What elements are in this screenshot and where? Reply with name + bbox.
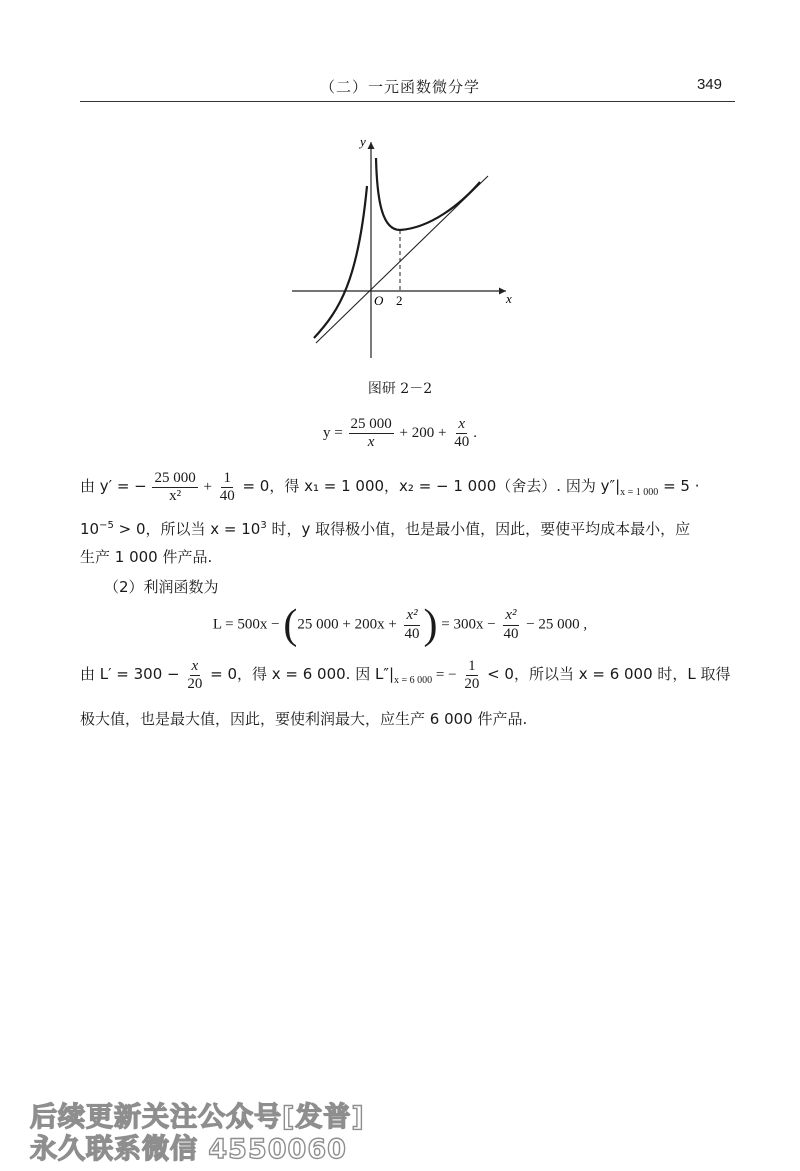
right-paren: ) [423, 602, 438, 648]
text-run: + [203, 479, 212, 496]
subscript: x = 6 000 [394, 675, 433, 687]
text-run: = 0，得 x = 6 000. 因 L″| [210, 665, 394, 684]
paragraph-2-intro: （2）利润函数为 [104, 578, 219, 596]
frac-denominator: 40 [503, 625, 519, 642]
text-run: 由 y′ = − [80, 477, 147, 496]
header-rule [80, 101, 735, 102]
frac-denominator: 20 [187, 676, 203, 693]
watermark-line-1: 后续更新关注公众号[发普] [30, 1102, 365, 1133]
eq-end: − 25 000 , [526, 616, 588, 633]
curve-left-branch [314, 186, 367, 338]
y-axis-label: y [360, 134, 366, 149]
x-axis-label: x [506, 291, 512, 306]
superscript: −5 [99, 520, 114, 531]
origin-label: O [374, 293, 384, 308]
paragraph-2-line-1 [80, 658, 731, 694]
paragraph-2-line-2: 极大值，也是最大值，因此，要使利润最大，应生产 6 000 件产品. [80, 710, 528, 728]
frac-numerator: 1 [221, 470, 233, 488]
eq-inner: 25 000 + 200x + [297, 616, 397, 633]
profit-equation [0, 604, 800, 646]
figure-caption: 图研 2－2 [367, 381, 433, 397]
eq-mid: + 200 + [399, 425, 447, 442]
eq-lhs: L = 500x − [212, 616, 280, 633]
left-paren: ( [283, 602, 298, 648]
frac-denominator: 40 [454, 434, 470, 451]
text-run: 10 [80, 520, 100, 538]
eq-lhs: y = [323, 425, 343, 442]
text-run: = − [432, 667, 457, 684]
running-header-title: （二）一元函数微分学 [319, 78, 480, 96]
frac-numerator: x [456, 416, 467, 434]
eq-end: . [473, 425, 477, 442]
text-run: 时，y 取得极小值，也是最小值，因此，要使平均成本最小，应 [266, 520, 691, 538]
tick-label-2: 2 [396, 293, 403, 308]
frac-denominator: x [367, 434, 375, 451]
frac-denominator: x² [169, 488, 182, 505]
subscript: x = 1 000 [620, 487, 659, 499]
frac-numerator: x [190, 658, 201, 676]
superscript: 3 [260, 520, 267, 531]
text-run: > 0，所以当 x = 10 [113, 520, 261, 538]
curve-right-branch [376, 158, 480, 230]
text-run: 由 L′ = 300 − [80, 665, 180, 684]
average-cost-equation [0, 416, 800, 452]
frac-numerator: 1 [466, 658, 478, 676]
frac-numerator: x² [404, 607, 419, 625]
paragraph-1-line-3: 生产 1 000 件产品. [80, 548, 213, 566]
paragraph-1-line-2 [80, 518, 690, 539]
frac-denominator: 40 [404, 625, 420, 642]
frac-numerator: x² [503, 607, 518, 625]
frac-numerator: 25 000 [349, 416, 394, 434]
watermark-line-2: 永久联系微信 4550060 [30, 1133, 347, 1165]
text-run: = 5 · [658, 477, 700, 496]
eq-mid: = 300x − [441, 616, 496, 633]
watermark [30, 1102, 365, 1166]
frac-denominator: 20 [464, 676, 480, 693]
frac-denominator: 40 [219, 488, 235, 505]
text-run: < 0，所以当 x = 6 000 时，L 取得 [487, 665, 731, 684]
text-run: = 0，得 x₁ = 1 000，x₂ = − 1 000（舍去）. 因为 y″| [242, 477, 621, 496]
frac-numerator: 25 000 [152, 470, 197, 488]
page-number: 349 [696, 76, 722, 93]
paragraph-1-line-1 [80, 470, 699, 506]
function-graph-figure [280, 130, 520, 370]
